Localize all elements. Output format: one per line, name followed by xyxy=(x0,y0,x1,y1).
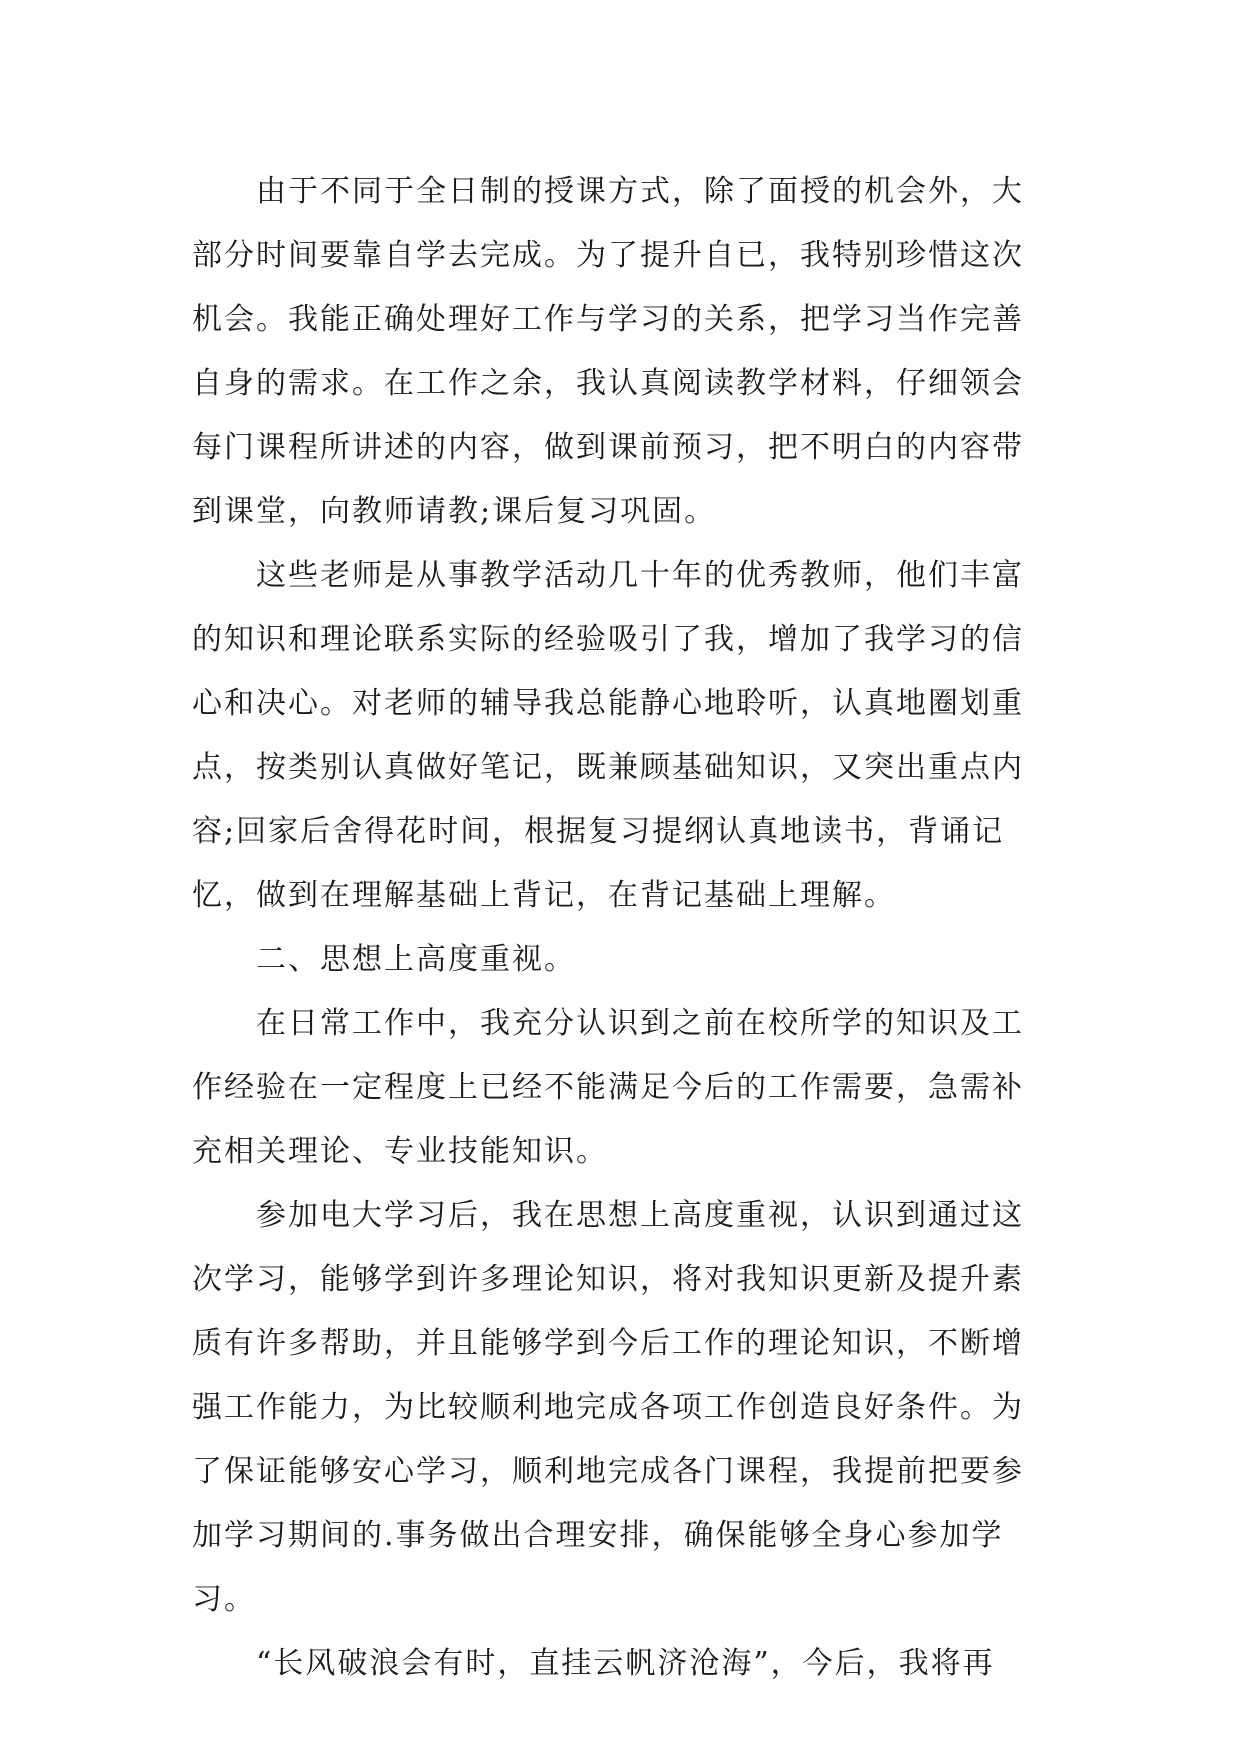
text-line: 在日常工作中，我充分认识到之前在校所学的知识及工 xyxy=(256,1006,1024,1041)
text-line: 容;回家后舍得花时间，根据复习提纲认真地读书，背诵记 xyxy=(192,814,1005,849)
text-line: 次学习，能够学到许多理论知识，将对我知识更新及提升素 xyxy=(192,1262,1024,1297)
text-line: 强工作能力，为比较顺利地完成各项工作创造良好条件。为 xyxy=(192,1390,1024,1425)
text-line: 机会。我能正确处理好工作与学习的关系，把学习当作完善 xyxy=(192,302,1024,337)
text-line: 作经验在一定程度上已经不能满足今后的工作需要，急需补 xyxy=(192,1070,1024,1105)
heading-line: 二、思想上高度重视。 xyxy=(256,942,576,977)
text-line: 了保证能够安心学习，顺利地完成各门课程，我提前把要参 xyxy=(192,1454,1024,1489)
text-line: 习。 xyxy=(192,1582,256,1617)
text-line: 每门课程所讲述的内容，做到课前预习，把不明白的内容带 xyxy=(192,430,1024,465)
paragraph-after-enrollment xyxy=(192,1184,1052,1632)
text-line: “长风破浪会有时，直挂云帆济沧海”，今后，我将再 xyxy=(256,1646,995,1681)
text-line: 加学习期间的.事务做出合理安排，确保能够全身心参加学 xyxy=(192,1518,1004,1553)
text-line: 质有许多帮助，并且能够学到今后工作的理论知识，不断增 xyxy=(192,1326,1024,1361)
paragraph-daily-work xyxy=(192,992,1052,1184)
paragraph-teachers xyxy=(192,544,1052,928)
text-line: 由于不同于全日制的授课方式，除了面授的机会外，大 xyxy=(256,174,1024,209)
text-line: 自身的需求。在工作之余，我认真阅读教学材料，仔细领会 xyxy=(192,366,1024,401)
section-heading xyxy=(192,928,1052,992)
text-line: 点，按类别认真做好笔记，既兼顾基础知识，又突出重点内 xyxy=(192,750,1024,785)
paragraph-quote xyxy=(192,1632,1052,1696)
document-body xyxy=(192,160,1052,1696)
text-line: 的知识和理论联系实际的经验吸引了我，增加了我学习的信 xyxy=(192,622,1024,657)
text-line: 忆，做到在理解基础上背记，在背记基础上理解。 xyxy=(192,878,896,913)
text-line: 充相关理论、专业技能知识。 xyxy=(192,1134,608,1169)
text-line: 到课堂，向教师请教;课后复习巩固。 xyxy=(192,494,717,529)
text-line: 这些老师是从事教学活动几十年的优秀教师，他们丰富 xyxy=(256,558,1024,593)
paragraph-self-study xyxy=(192,160,1052,544)
text-line: 心和决心。对老师的辅导我总能静心地聆听，认真地圈划重 xyxy=(192,686,1024,721)
text-line: 参加电大学习后，我在思想上高度重视，认识到通过这 xyxy=(256,1198,1024,1233)
text-line: 部分时间要靠自学去完成。为了提升自已，我特别珍惜这次 xyxy=(192,238,1024,273)
